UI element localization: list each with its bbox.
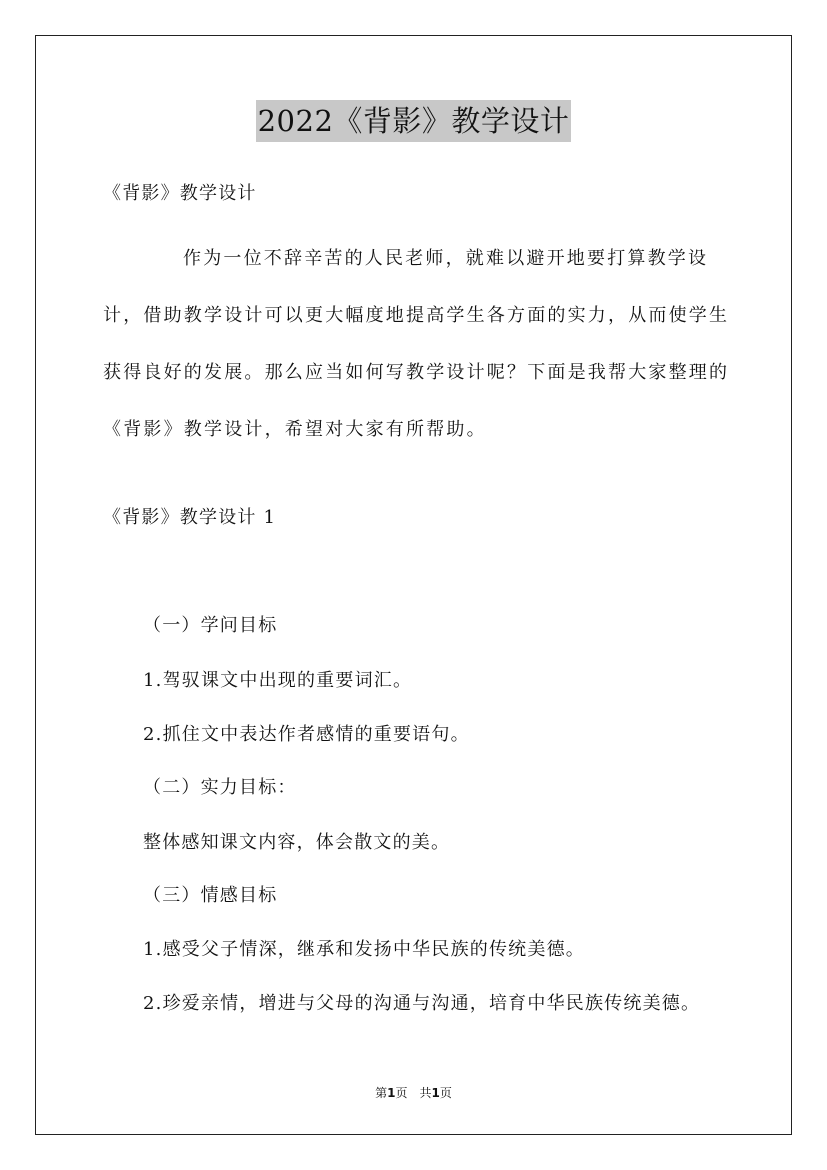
list-item: 1.驾驭课文中出现的重要词汇。 bbox=[143, 670, 413, 691]
list-item: 整体感知课文内容，体会散文的美。 bbox=[143, 832, 451, 853]
subtitle: 《背影》教学设计 bbox=[103, 183, 257, 204]
list-item: 2.抓住文中表达作者感情的重要语句。 bbox=[143, 724, 470, 745]
intro-paragraph: 作为一位不辞辛苦的人民老师，就难以避开地要打算教学设计，借助教学设计可以更大幅度地提高学生各方面的实力，从而使学生获得良好的发展。那么应当如何写教学设计呢？下面是我帮大家整理的《背影》教学设计，希望对大家有所帮助。 bbox=[103, 248, 730, 440]
list-item: 2.珍爱亲情，增进与父母的沟通与沟通，培育中华民族传统美德。 bbox=[143, 993, 701, 1014]
list-item: 1.感受父子情深，继承和发扬中华民族的传统美德。 bbox=[143, 939, 585, 960]
document-title: 2022《背影》教学设计 bbox=[256, 100, 572, 142]
footer-page-number: 1 bbox=[387, 1086, 396, 1100]
objective-heading-ability: （二）实力目标： bbox=[143, 777, 297, 798]
page-footer bbox=[0, 1085, 827, 1101]
footer-mid: 页 共 bbox=[395, 1086, 432, 1100]
objective-heading-knowledge: （一）学问目标 bbox=[143, 615, 278, 636]
title-container bbox=[0, 100, 827, 142]
section-heading: 《背影》教学设计 1 bbox=[103, 507, 277, 528]
footer-suffix: 页 bbox=[439, 1086, 452, 1100]
footer-prefix: 第 bbox=[375, 1086, 388, 1100]
footer-total-pages: 1 bbox=[431, 1086, 440, 1100]
objective-heading-emotion: （三）情感目标 bbox=[143, 885, 278, 906]
